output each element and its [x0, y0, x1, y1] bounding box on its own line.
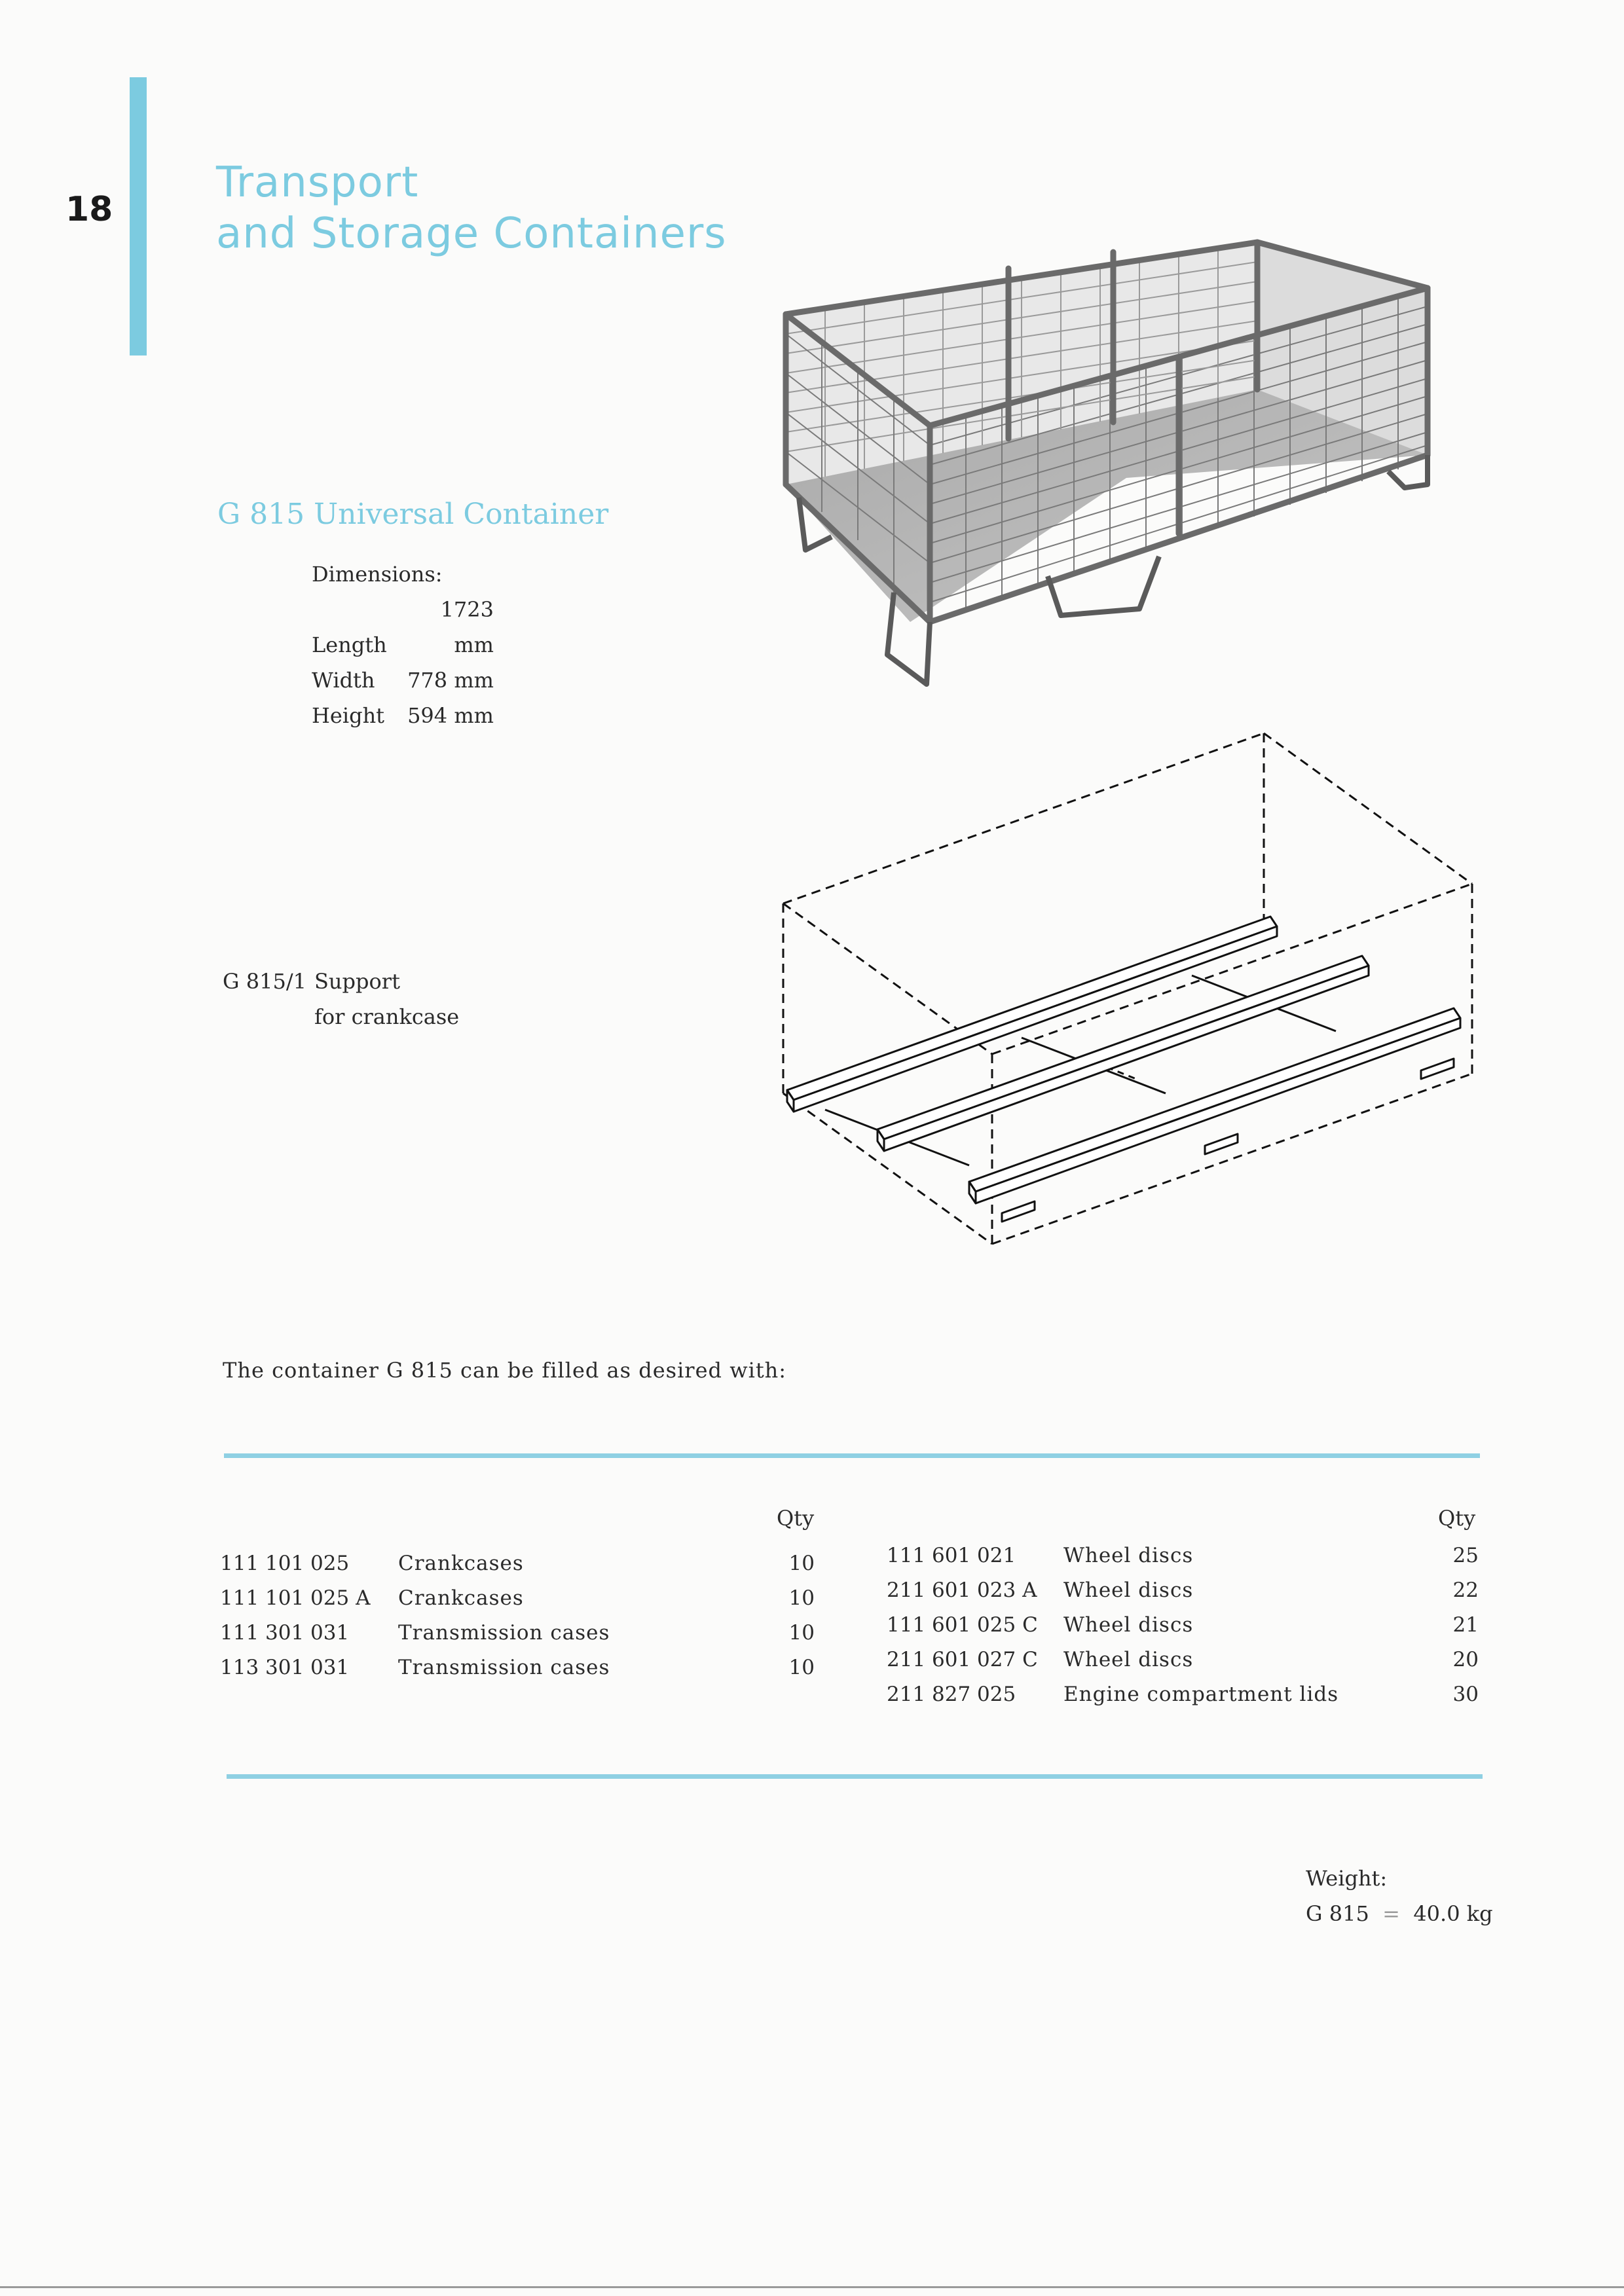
- dimensions-label: Dimensions:: [312, 562, 443, 587]
- dimension-row: [312, 592, 494, 663]
- title-line-1: Transport: [216, 158, 419, 207]
- table-row: [887, 1613, 1483, 1648]
- part-qty: 10: [788, 1586, 815, 1610]
- dimensions: [312, 556, 494, 733]
- part-number: 211 601 027 C: [887, 1648, 1038, 1671]
- table-row: [887, 1578, 1483, 1613]
- part-description: Wheel discs: [1063, 1544, 1194, 1567]
- title-line-2: and Storage Containers: [216, 210, 727, 258]
- part-number: 111 101 025 A: [220, 1586, 371, 1610]
- part-description: Wheel discs: [1063, 1648, 1194, 1671]
- qty-header: Qty: [1438, 1506, 1476, 1531]
- fill-description: The container G 815 can be filled as desired with:: [223, 1358, 787, 1383]
- dimension-value: 1723 mm: [440, 597, 494, 657]
- table-top-rule: [224, 1453, 1480, 1458]
- part-description: Wheel discs: [1063, 1578, 1194, 1602]
- table-row: [220, 1586, 822, 1621]
- part-description: Crankcases: [398, 1552, 524, 1575]
- part-qty: 10: [788, 1656, 815, 1679]
- part-number: 111 101 025: [220, 1552, 350, 1575]
- part-description: Engine compartment lids: [1063, 1683, 1339, 1706]
- support-caption: [223, 964, 459, 1034]
- dimension-value: 594 mm: [407, 703, 494, 728]
- table-row: [887, 1683, 1483, 1717]
- part-number: 111 301 031: [220, 1621, 350, 1645]
- support-code: G 815/1: [223, 969, 306, 994]
- weight-line: [1306, 1896, 1493, 1931]
- part-description: Transmission cases: [398, 1621, 610, 1645]
- weight-label: Weight:: [1306, 1866, 1388, 1891]
- dimension-label: Height: [312, 703, 385, 728]
- wire-mesh-container-photo: [760, 229, 1493, 701]
- dimension-row: [312, 698, 494, 733]
- table-row: [220, 1621, 822, 1656]
- part-number: 111 601 025 C: [887, 1613, 1038, 1637]
- weight-equals: =: [1382, 1901, 1400, 1926]
- dimension-label: Length: [312, 632, 387, 657]
- table-bottom-rule: [227, 1774, 1483, 1779]
- part-description: Transmission cases: [398, 1656, 610, 1679]
- part-number: 211 601 023 A: [887, 1578, 1037, 1602]
- part-qty: 20: [1452, 1648, 1479, 1671]
- part-qty: 25: [1452, 1544, 1479, 1567]
- dimension-value: 778 mm: [407, 668, 494, 693]
- support-line-1: Support: [314, 969, 400, 994]
- dimension-label: Width: [312, 668, 375, 693]
- part-qty: 22: [1452, 1578, 1479, 1602]
- part-qty: 10: [788, 1621, 815, 1645]
- part-qty: 30: [1452, 1683, 1479, 1706]
- support-line-2: for crankcase: [314, 1004, 460, 1029]
- part-number: 211 827 025: [887, 1683, 1016, 1706]
- table-row: [220, 1552, 822, 1586]
- part-qty: 10: [788, 1552, 815, 1575]
- accent-bar: [130, 77, 147, 355]
- page-number: 18: [65, 190, 113, 229]
- product-name: G 815 Universal Container: [217, 498, 609, 531]
- table-row: [887, 1544, 1483, 1578]
- weight-block: [1306, 1861, 1493, 1931]
- weight-item: G 815: [1306, 1901, 1369, 1926]
- dimension-row: [312, 663, 494, 698]
- part-description: Crankcases: [398, 1586, 524, 1610]
- table-row: [220, 1656, 822, 1690]
- part-number: 111 601 021: [887, 1544, 1016, 1567]
- page-edge: [0, 2286, 1624, 2288]
- page-title: [216, 157, 727, 259]
- part-number: 113 301 031: [220, 1656, 350, 1679]
- part-qty: 21: [1452, 1613, 1479, 1637]
- qty-header: Qty: [777, 1506, 815, 1531]
- part-description: Wheel discs: [1063, 1613, 1194, 1637]
- weight-value: 40.0 kg: [1413, 1901, 1493, 1926]
- table-row: [887, 1648, 1483, 1683]
- crankcase-support-drawing: [773, 727, 1480, 1250]
